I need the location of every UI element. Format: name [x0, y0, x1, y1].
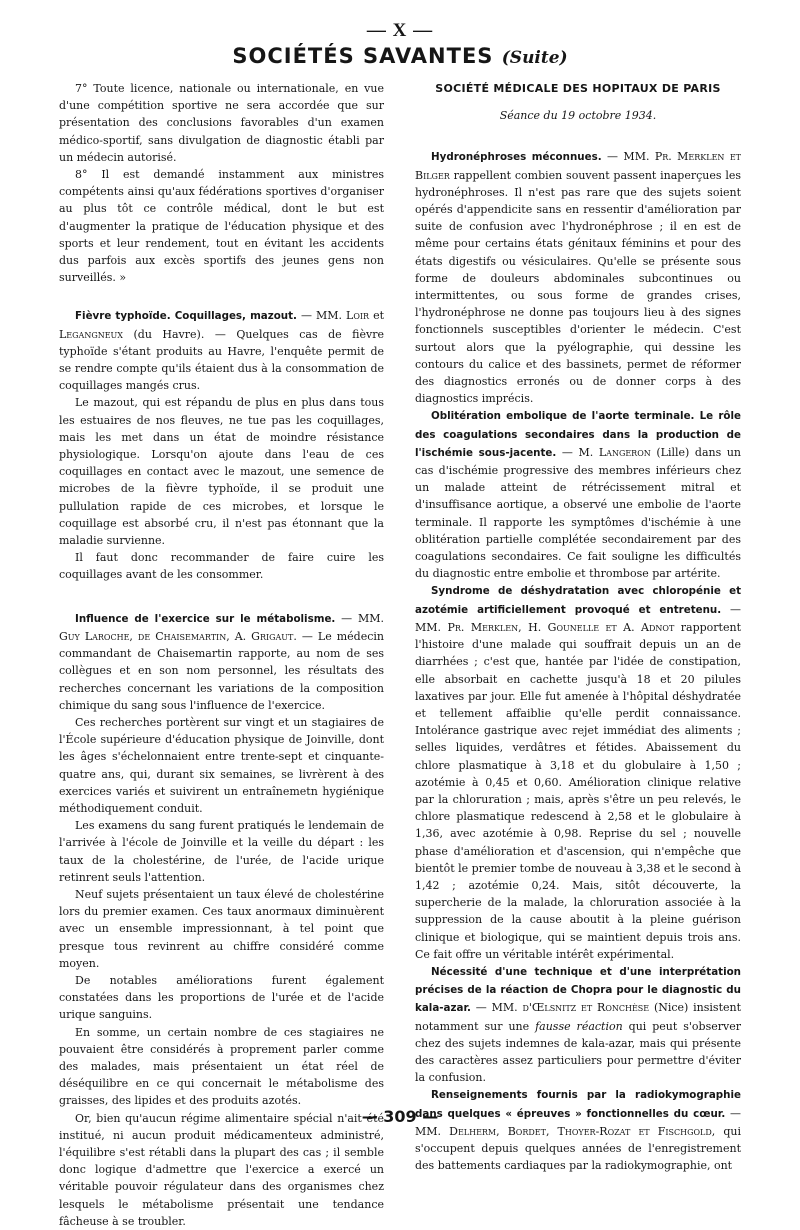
article-heading: Syndrome de déshydratation avec chloropénie et azotémie artificiellement provoqué et entretenu. — [415, 585, 741, 616]
title-text: SOCIÉTÉS SAVANTES — [232, 44, 494, 68]
author-names: Guy Laroche, de Chaisemartin, A. Grigaut — [59, 629, 294, 643]
paragraph-mazout: Le mazout, qui est répandu de plus en plus dans tous les estuaires de nos fleuves, ne tue pas les coquillages, mais les met dans un état de moindre résistance physiologique. Lorsqu'on ajoute dans l'eau de ces coquillages en contact avec le mazout, une semence de microbes de la fièvre typhoïde, il se produit une pullulation rapide de ces microbes, et lorsque le coquillage est absorbé cru, il n'est pas étonnant que la maladie survienne. — [59, 396, 384, 548]
author-names: Langeron — [598, 445, 651, 459]
paragraph-ameliorations: De notables améliorations furent également constatées dans les proportions de l'urée et de l'acide urique sanguins. — [59, 973, 384, 1022]
italic-term: fausse réaction — [535, 1019, 623, 1033]
article-text: qui peut s'observer chez des sujets indemnes de kala-azar, mais qui présente des caractères assez particuliers pour permettre d'éviter la confusion. — [415, 1019, 741, 1085]
author-name: Legangneux — [59, 327, 123, 341]
dash: — MM. — [601, 150, 655, 164]
author-name: Loir — [346, 309, 370, 323]
paragraph-recherches: Ces recherches portèrent sur vingt et un stagiaires de l'École supérieure d'éducation physique de Joinville, dont les âges s'échelonnaient entre trente-sept et cinquante-quatre ans, qui, durant six semaines, se livrèrent à des exercices variés et suivirent un entraînemetn hygiénique méthodiquement conduit. — [59, 715, 384, 815]
article-text: (Nice) insistent notamment sur une — [415, 1001, 742, 1033]
left-column — [59, 80, 384, 1230]
paragraph-en-somme: En somme, un certain nombre de ces stagiaires ne pouvaient être considérés à proprement parler comme des malades, mais présentaient un état réel de déséquilibre en ce qui concernait le métabolisme des graisses, des lipides et des produits azotés. — [59, 1025, 384, 1108]
article-fievre-typhoide — [59, 307, 384, 394]
title-suffix: (Suite) — [501, 48, 568, 68]
paragraph-licence: 7° Toute licence, nationale ou internationale, en vue d'une compétition sportive ne sera accordée que sur présentation des conclusions favorables d'un examen médico-sportif, sans divulgation de diagnostic établi par un médecin autorisé. — [59, 82, 384, 164]
page-number: — 309 — — [361, 1107, 439, 1126]
article-radiokymographie — [415, 1086, 741, 1174]
society-heading: SOCIÉTÉ MÉDICALE DES HOPITAUX DE PARIS — [435, 82, 721, 95]
author-names: d'Œlsnitz et Ronchèse — [522, 1001, 650, 1015]
article-text: (du Havre). — Quelques cas de fièvre typhoïde s'étant produits au Havre, l'enquête permit de se rendre compte qu'ils étaient dus à la consommation de coquillages mangés crus. — [59, 327, 384, 393]
article-text: rappellent combien souvent passent inaperçues les hydronéphroses. Il n'est pas rare que des sujets soient opérés d'appendicite sans en ressentir d'amélioration par suite de confusion avec l'hydronéphrose ; il en est de même pour certains états génitaux féminins et pour des états digestifs ou vésiculaires. Qu'elle se présente sous forme de douleurs abdominales subcontinues ou intermittentes, ou sous forme de grandes crises, l'hydronéphrose ne donne pas toujours lieu à des signes fonctionnels susceptibles d'orienter le médecin. C'est surtout alors que la pyélographie, qui dessine les contours du calice et des bassinets, permet de réformer des diagnostics erronés ou de donner corps à des diagnostics imprécis. — [415, 168, 741, 406]
article-obliteration-aorte — [415, 407, 741, 582]
session-date: Séance du 19 octobre 1934. — [499, 109, 657, 123]
dash: — MM. — [470, 1001, 523, 1015]
article-reaction-chopra — [415, 963, 741, 1086]
article-text: . — Le médecin commandant de Chaisemartin rapporte, au nom de ses collègues et en son nom personnel, les résultats des recherches concernant les variations de la composition chimique du sang sous l'influence de l'exercice. — [59, 629, 384, 712]
paragraph-neuf-sujets: Neuf sujets présentaient un taux élevé de cholestérine lors du premier examen. Ces taux anormaux diminuèrent avec un ensemble impressionnant, à tel point que presque tous revinrent au chiffre considéré comme moyen. — [59, 887, 384, 970]
paragraph-recommandation: Il faut donc recommander de faire cuire les coquillages avant de les consommer. — [59, 551, 384, 582]
article-heading: Nécessité d'une technique et d'une interprétation précises de la réaction de Chopra pour le diagnostic du kala-azar. — [415, 965, 741, 1015]
paragraph-ministres: 8° Il est demandé instamment aux ministres compétents ainsi qu'aux fédérations sportives d'organiser au plus tôt ce contrôle médical, dont le but est d'augmenter la pratique de l'éducation physique et des sports et leur rendement, tout en évitant les accidents dus parfois aux excès sportifs des jeunes gens non surveillés. » — [59, 168, 384, 285]
section-marker: — X — — [366, 20, 434, 41]
author-names: Delherm, Bordet, Thoyer-Rozat et Fischgold — [449, 1124, 712, 1138]
page-title — [0, 44, 800, 68]
article-deshydratation — [415, 582, 741, 962]
author-names: Pr. Merklen et Bilger — [415, 150, 741, 182]
article-hydronephroses — [415, 148, 741, 407]
article-exercice-metabolisme — [59, 610, 384, 714]
article-heading: Fièvre typhoïde. Coquillages, mazout. — [75, 310, 297, 323]
paragraph-examens: Les examens du sang furent pratiqués le lendemain de l'arrivée à l'école de Joinville et la veille du départ : les taux de la cholestérine, de l'urée, de l'acide urique retinrent seuls l'attention. — [59, 819, 384, 884]
dash: — M. — [556, 445, 599, 459]
article-heading: Oblitération embolique de l'aorte terminale. Le rôle des coagulations secondaires dans la production de l'ischémie sous-jacente. — [415, 410, 741, 459]
dash: — MM. — [415, 602, 741, 634]
article-heading: Influence de l'exercice sur le métabolisme. — [75, 612, 336, 625]
conjunction: et — [369, 309, 385, 323]
article-text: , qui s'occupent depuis quelques années de l'enregistrement des battements cardiaques par la radiokymographie, ont — [415, 1124, 741, 1173]
paragraph-conclusion: Or, bien qu'aucun régime alimentaire spécial n'ait été institué, ni aucun produit médicamenteux administré, l'équilibre s'est rétabli dans la plupart des cas ; il semble donc logique d'admettre que l'exercice a exercé un véritable pouvoir régulateur dans des organismes chez lesquels le métabolisme présentait une tendance fâcheuse à se troubler. — [59, 1111, 384, 1228]
article-heading: Hydronéphroses méconnues. — [431, 151, 602, 164]
article-heading: Renseignements fournis par la radiokymographie dans quelques « épreuves » fonctionnelles du cœur. — [415, 1089, 741, 1120]
article-text: rapportent l'histoire d'une malade qui souffrait depuis un an de diarrhées ; c'est que, hantée par l'idée de constipation, elle absorbait en cachette jusqu'à 18 et 20 pilules laxatives par jour. Elle fut amenée à l'hôpital déshydratée et tellement affaiblie qu'elle perdit connaissance. Intolérance gastrique avec rejet immédiat des aliments ; selles liquides, verdâtres et fétides. Abaissement du chlore plasmatique à 3,18 et du globulaire à 1,50 ; azotémie à 0,45 et 0,60. Amélioration clinique relative par la chloruration ; mais, après s'être un peu relevés, le chlore plasmatique redescend à 2,58 et le globulaire à 1,36, avec azotémie à 0,98. Reprise du sel ; nouvelle phase d'amélioration et d'ascension, qui n'empêche que bientôt le premier tombe de nouveau à 3,38 et le second à 1,42 ; azotémie 0,24. Mais, sitôt découverte, la supercherie de la malade, la chloruration associée à la suppression de la cause aboutit à la pleine guérison clinique et biologique, qui se maintient depuis trois ans. Ce fait offre un véritable intérêt expérimental. — [415, 620, 741, 961]
dash: — MM. — [296, 309, 347, 323]
author-names: Pr. Merklen, H. Gounelle et A. Adnot — [447, 620, 675, 634]
right-column — [415, 80, 741, 1174]
dash: — MM. — [335, 611, 384, 625]
dash: — MM. — [415, 1106, 742, 1138]
article-text: (Lille) dans un cas d'ischémie progressive des membres inférieurs chez un malade atteint de rétrécissement mitral et d'insuffisance aortique, a observé une embolie de l'aorte terminale. Il rapporte les symptômes d'ischémie à une oblitération partielle complétée secondairement par des coagulations secondaires. Ce fait souligne les difficultés du diagnostic entre embolie et thrombose par artérite. — [415, 445, 741, 581]
